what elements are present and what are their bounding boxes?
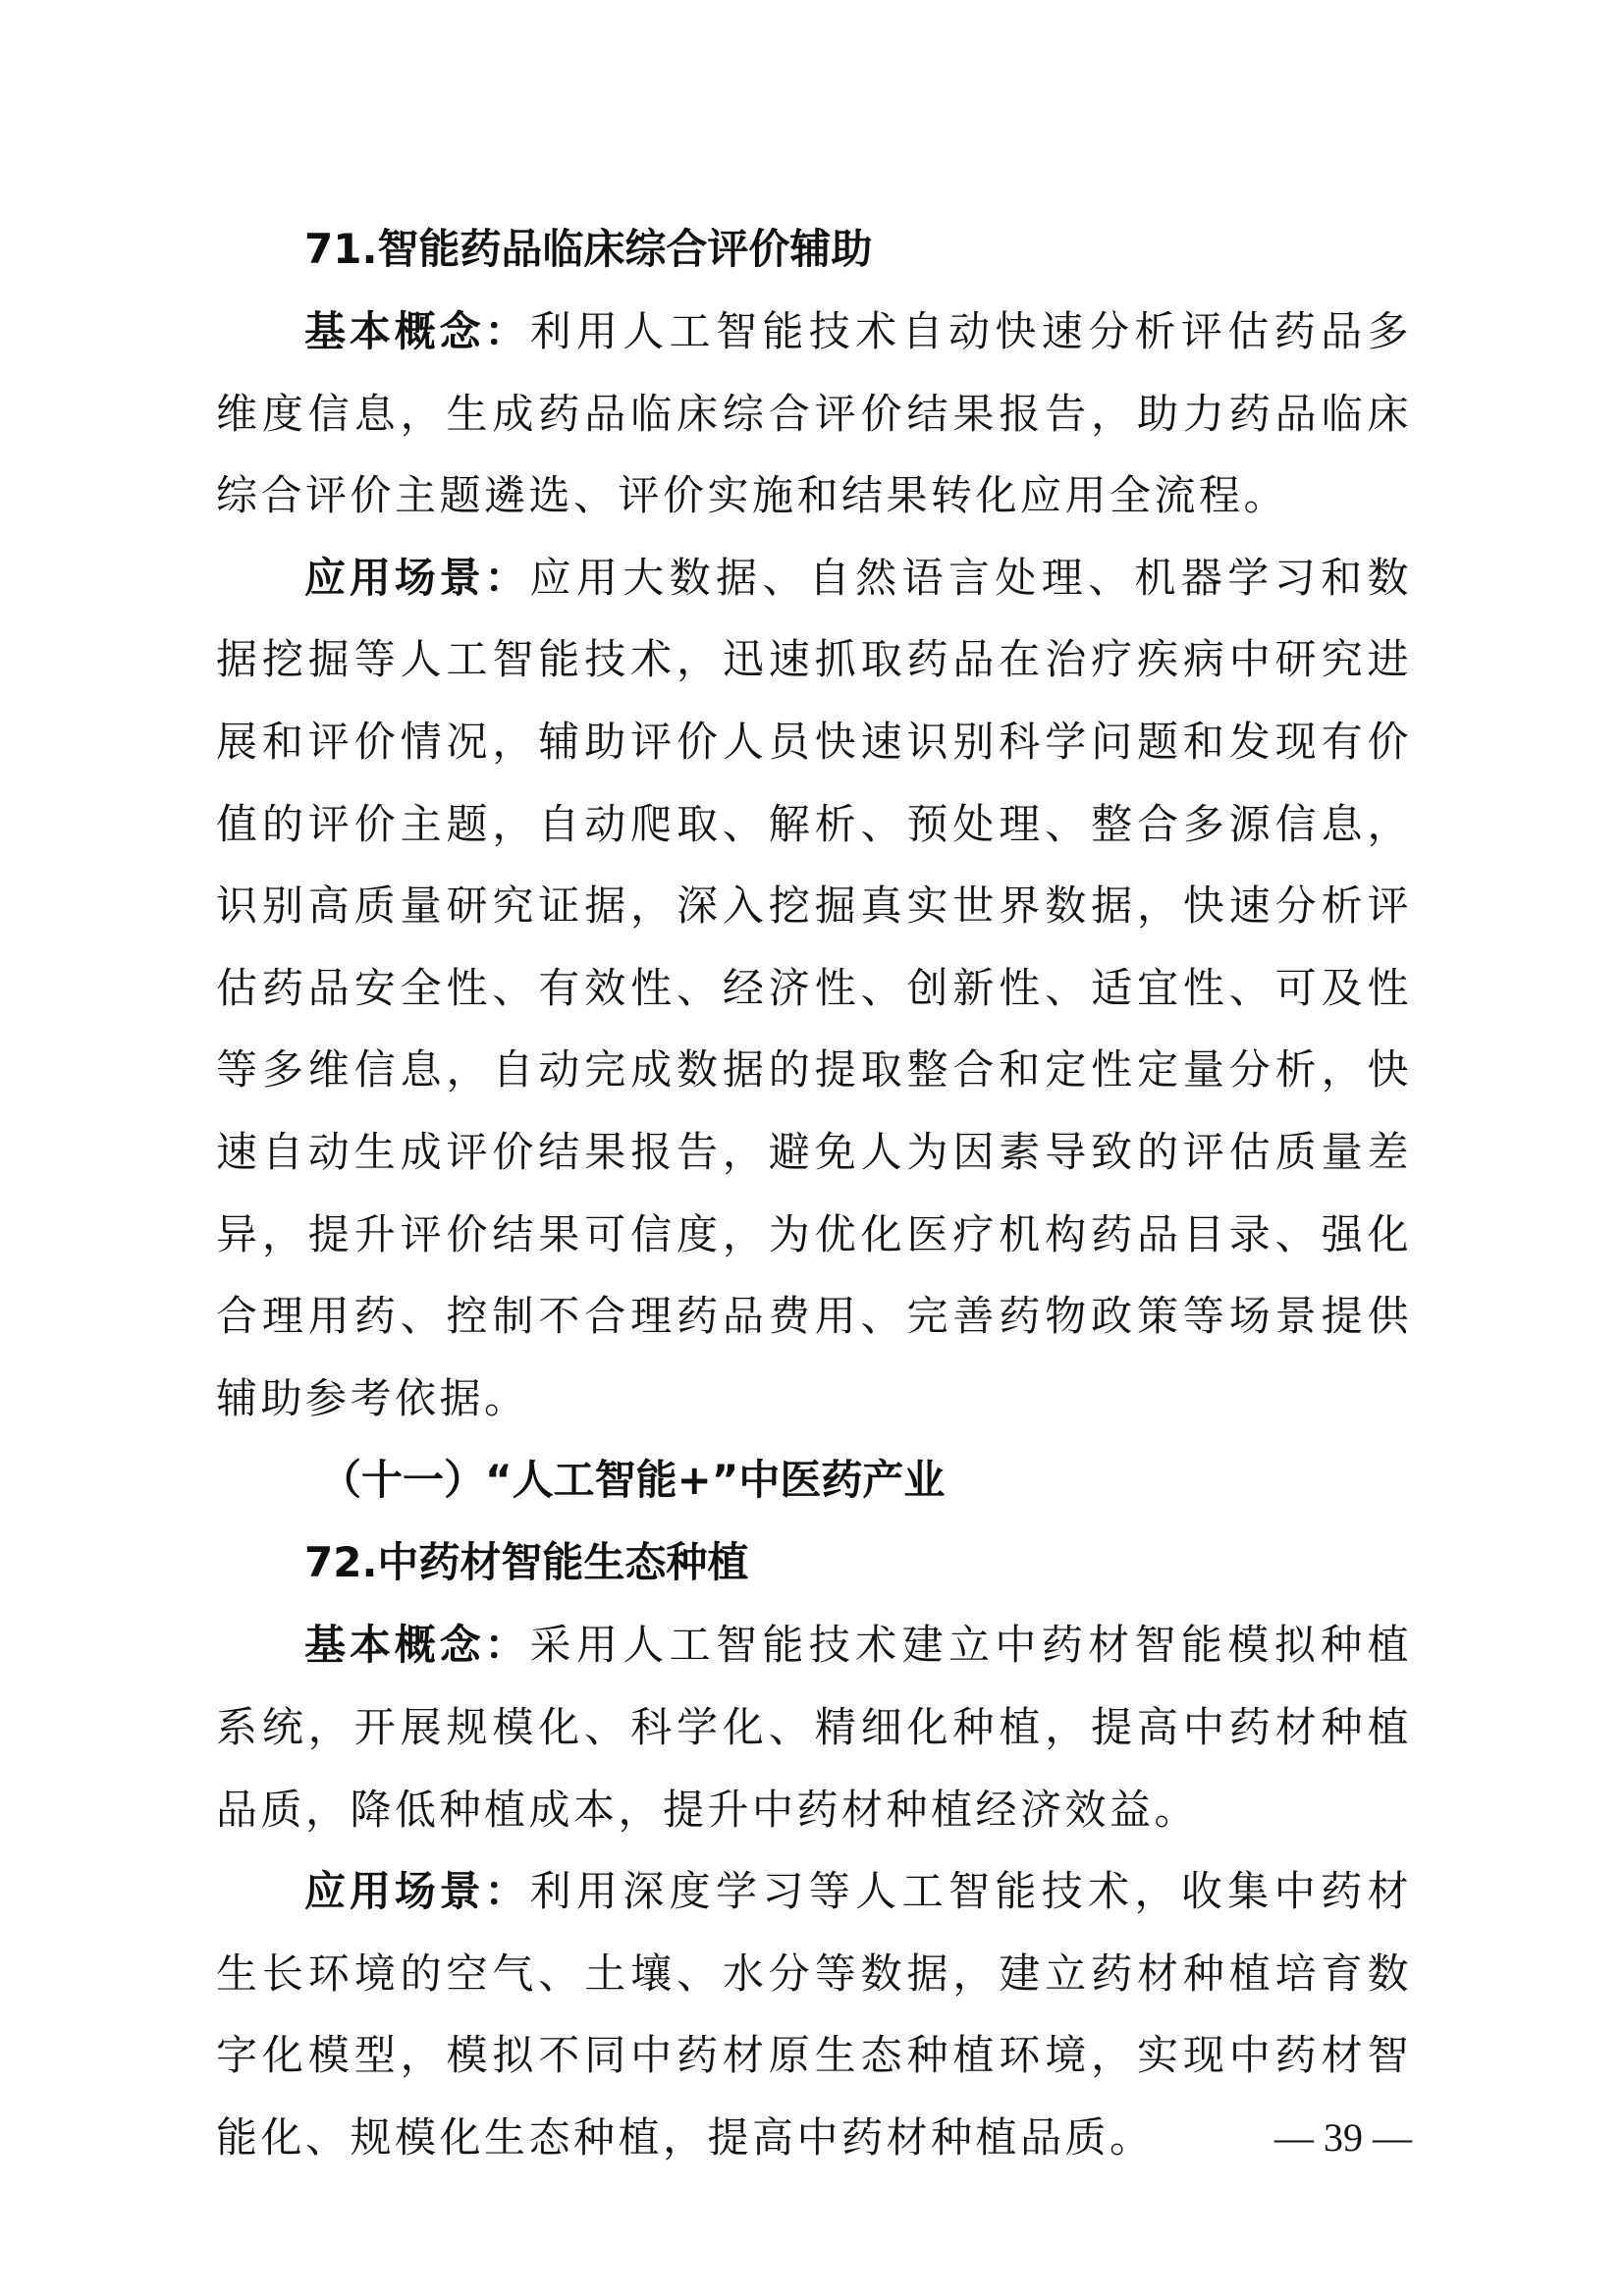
item-72-concept-text: 采用人工智能技术建立中药材智能模拟种植系统，开展规模化、科学化、精细化种植，提高中药材种植品质，降低种植成本，提升中药材种植经济效益。 (216, 1621, 1412, 1834)
item-71-concept (216, 291, 1412, 537)
item-72-scenario (216, 1850, 1412, 2178)
item-72-scenario-lead: 应用场景： (304, 1867, 530, 1916)
item-71-concept-text: 利用人工智能技术自动快速分析评估药品多维度信息，生成药品临床综合评价结果报告，助力药品临床综合评价主题遴选、评价实施和结果转化应用全流程。 (216, 307, 1412, 520)
page-number: — 39 — (1274, 2115, 1412, 2160)
item-72-concept (216, 1604, 1412, 1850)
item-72-concept-lead: 基本概念： (304, 1621, 530, 1670)
item-71-concept-lead: 基本概念： (304, 307, 530, 355)
item-72-title: 72.中药材智能生态种植 (304, 1538, 749, 1587)
item-71-scenario-lead: 应用场景： (304, 553, 530, 602)
section-11-title: （十一）“人工智能+”中医药产业 (320, 1456, 946, 1505)
item-71-scenario-text: 应用大数据、自然语言处理、机器学习和数据挖掘等人工智能技术，迅速抓取药品在治疗疾病中研究进展和评价情况，辅助评价人员快速识别科学问题和发现有价值的评价主题，自动爬取、解析、预处理、整合多源信息，识别高质量研究证据，深入挖掘真实世界数据，快速分析评估药品安全性、有效性、经济性、创新性、适宜性、可及性等多维信息，自动完成数据的提取整合和定性定量分析，快速自动生成评价结果报告，避免人为因素导致的评估质量差异，提升评价结果可信度，为优化医疗机构药品目录、强化合理用药、控制不合理药品费用、完善药物政策等场景提供辅助参考依据。 (216, 553, 1412, 1422)
item-71-title: 71.智能药品临床综合评价辅助 (304, 225, 873, 273)
item-71-scenario (216, 537, 1412, 1440)
document-body (216, 208, 1412, 2178)
item-72-scenario-text: 利用深度学习等人工智能技术，收集中药材生长环境的空气、土壤、水分等数据，建立药材种植培育数字化模型，模拟不同中药材原生态种植环境，实现中药材智能化、规模化生态种植，提高中药材种植品质。 (216, 1867, 1412, 2162)
